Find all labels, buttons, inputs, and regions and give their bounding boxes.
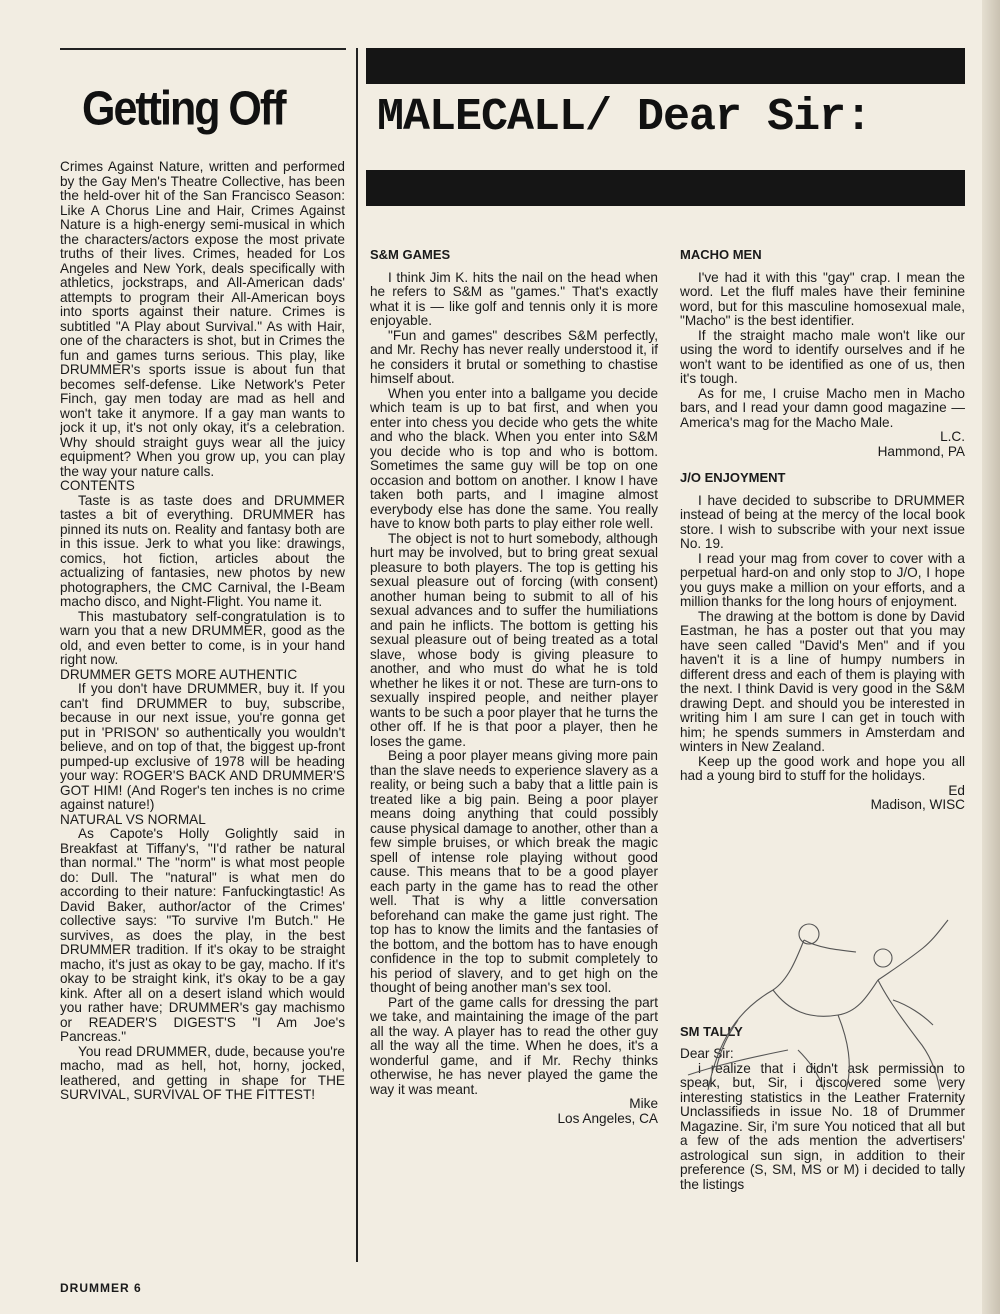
signature-name: Mike: [629, 1096, 658, 1111]
header-bar-bottom: [366, 170, 965, 206]
paragraph: Part of the game calls for dressing the part we take, and maintaining the image of the part all the way. A player has to read the other guy all the way all the time. When he does, it's a wonderful game, and if Mr. Rechy thinks otherwise, he has never played the game the way it was meant.: [370, 994, 658, 1097]
signature-name: L.C.: [940, 429, 965, 444]
signature-place: Madison, WISC: [870, 797, 965, 812]
malecall-title: MALECALL/ Dear Sir:: [377, 92, 872, 143]
sm-games-column: [370, 248, 658, 1126]
paragraph: Being a poor player means giving more pain than the slave needs to experience slavery as a reality, or being such a baby that a little pain is treated like a big pain. Being a poor player means doing anything that could possibly cause physical damage to another, other than a few simple bruises, or which break the magic spell of intense role playing without good cause. This means that to be a good player each party in the game has to read the other well. That is why a little conversation beforehand can make the game just right. The top has to know the limits and the fantasies of the bottom, and the bottom has to have enough confidence in the top to submit completely to his period of slavery, and to get high on the thought of being another man's sex tool.: [370, 748, 658, 995]
paragraph: i realize that i didn't ask permission to speak, but, Sir, i discovered some very interesting statistics in the Leather Fraternity Unclassifieds in issue No. 18 of Drummer Magazine. Sir, i'm sure You noticed that all but a few of the ads mention the advertisers' astrological sun sign, in addition to their preference (S, SM, MS or M) i decided to tally the listings: [680, 1060, 965, 1192]
paragraph: I read your mag from cover to cover with a perpetual hard-on and only stop to J/O, I hope you guys make a million on your efforts, and a million thanks for the long hours of enjoyment.: [680, 550, 965, 609]
paragraph: "Fun and games" describes S&M perfectly, and Mr. Rechy has never really understood it, if he considers it brutal or something to chastise himself about.: [370, 327, 658, 386]
paragraph: Taste is as taste does and DRUMMER tastes a bit of everything. DRUMMER has pinned its nuts on. Reality and fantasy both are in this issue. Jerk to what you like: drawings, comics, hot fiction, articles about the actualizing of fantasies, new photos by new photographers, the CMC Carnival, the I-Beam macho disco, and Night-Flight. You name it.: [60, 492, 345, 609]
paragraph: You read DRUMMER, dude, because you're macho, mad as hell, hot, horny, jocked, leathered, and getting in shape for THE SURVIVAL, SURVIVAL OF THE FITTEST!: [60, 1043, 345, 1102]
paragraph: If the straight macho male won't like our using the word to identify ourselves and if he won't want to be identified as one of us, then it's tough.: [680, 327, 965, 386]
paragraph: As Capote's Holly Golightly said in Breakfast at Tiffany's, "I'd rather be natural than normal." The "norm" is what most people do: Dull. The "natural" is what men do according to their nature: Fanfuckingtastic! As David Baker, author/actor of the Crimes' collective says: "To survive I'm Butch." He survives, as does the play, in the best DRUMMER tradition. If it's okay to be straight macho, it's just as okay to be gay, macho. If it's okay to be straight kink, it's okay to be a gay kink. After all on a desert island which would you rather have; DRUMMER's gay machismo or READER'S DIGEST'S "I Am Joe's Pancreas.": [60, 826, 345, 1044]
page-edge: [982, 0, 1000, 1314]
signature-place: Hammond, PA: [877, 443, 965, 459]
paragraph: I think Jim K. hits the nail on the head when he refers to S&M as "games." That's exactly what it is — like golf and tennis only it is more enjoyable.: [370, 269, 658, 328]
sm-games-heading: S&M GAMES: [370, 247, 451, 262]
macho-men-heading: MACHO MEN: [680, 247, 762, 262]
sm-tally-heading: SM TALLY: [680, 1023, 743, 1039]
paragraph: I've had it with this "gay" crap. I mean the word. Let the fluff males have their feminine word, but for this masculine homosexual male, "Macho" is the best identifier.: [680, 269, 965, 328]
paragraph: I have decided to subscribe to DRUMMER instead of being at the mercy of the local book store. I wish to subscribe with your next issue No. 19.: [680, 492, 965, 551]
getting-off-title: Getting Off: [82, 82, 285, 136]
line-drawing-figures-icon: [678, 900, 968, 1096]
header-bar-top: [366, 48, 965, 84]
paragraph: The drawing at the bottom is done by David Eastman, he has a poster out that you may have seen called "David's Men" and if you haven't it is a line of humpy numbers in different dress and each of them is playing with the next. I think David is very good in the S&M drawing Dept. and should you be interested in writing him I am sure I can get in touch with him; he spends summers in Amsterdam and winters in New Zealand.: [680, 608, 965, 754]
paragraph: The object is not to hurt somebody, although hurt may be involved, but to bring great sexual pleasure to both players. The top is getting his sexual pleasure out of forcing (with consent) another human being to submit to all of his sexual advances and to suffer the humiliations and pain he inflicts. The bottom is getting his sexual pleasure out of being treated as a total slave, whose body is giving pleasure to another, and who must do what he is told whether he likes it or not. These are turn-ons to sexually inspired people, and neither player wants to be such a poor player that he turns the other off. If he is that poor a player, then he loses the game.: [370, 530, 658, 749]
paragraph: When you enter into a ballgame you decide which team is up to bat first, and when you enter into chess you decide who gets the white and who the black. When you enter into S&M you decide who is top and who is bottom. Sometimes the same guy will be top on one occasion and bottom on another. I know I have taken both parts, and I imagine almost everybody else has done the same. You really have to know both parts to play either role well.: [370, 385, 658, 531]
column-divider: [356, 48, 358, 1262]
page-footer: DRUMMER 6: [60, 1281, 142, 1295]
getting-off-column: [60, 160, 345, 1272]
salutation: Dear Sir:: [680, 1046, 734, 1061]
subhead-natural: NATURAL VS NORMAL: [60, 811, 206, 827]
subhead-contents: CONTENTS: [60, 478, 135, 493]
paragraph: As for me, I cruise Macho men in Macho bars, and I read your damn good magazine — America's mag for the Macho Male.: [680, 385, 965, 430]
paragraph: Keep up the good work and hope you all had a young bird to stuff for the holidays.: [680, 753, 965, 783]
jo-enjoyment-heading: J/O ENJOYMENT: [680, 470, 786, 485]
signature-place: Los Angeles, CA: [557, 1110, 658, 1126]
paragraph: This mastubatory self-congratulation is to warn you that a new DRUMMER, good as the old, and even better to come, is in your hand right now.: [60, 608, 345, 667]
paragraph: If you don't have DRUMMER, buy it. If you can't find DRUMMER to buy, subscribe, because in our next issue, you're gonna get put in 'PRISON' so authentically you wouldn't believe, and on top of that, the biggest up-front pumped-up exclusive of 1978 will be heading your way: ROGER'S BACK AND DRUMMER'S GOT HIM! (And Roger's ten inches is no crime against nature!): [60, 681, 345, 812]
intro-paragraph: Crimes Against Nature, written and performed by the Gay Men's Theatre Collective, has been the held-over hit of the San Francisco Season: Like A Chorus Line and Hair, Crimes Against Nature is a high-energy semi-musical in which the characters/actors expose the most private truths of their lives. Crimes, headed for Los Angeles and New York, deals specifically with athletics, jockstraps, and All-American dads' attempts to program their All-American boys into sports against their nature. Crimes is subtitled "A Play about Survival." As with Hair, one of the characters is shot, but in Crimes the fun and games turns serious. This play, like DRUMMER's sports issue is about fun that becomes self-defense. Like Network's Peter Finch, gay men today are mad as hell and won't take it anymore. If a gay man wants to jock it up, it's not only okay, it's a celebration. Why should straight guys wear all the juicy equipment? When you grow up, you can play the way your nature calls.: [60, 160, 345, 479]
top-rule: [60, 48, 346, 50]
subhead-authentic: DRUMMER GETS MORE AUTHENTIC: [60, 666, 298, 682]
signature-name: Ed: [948, 782, 965, 798]
